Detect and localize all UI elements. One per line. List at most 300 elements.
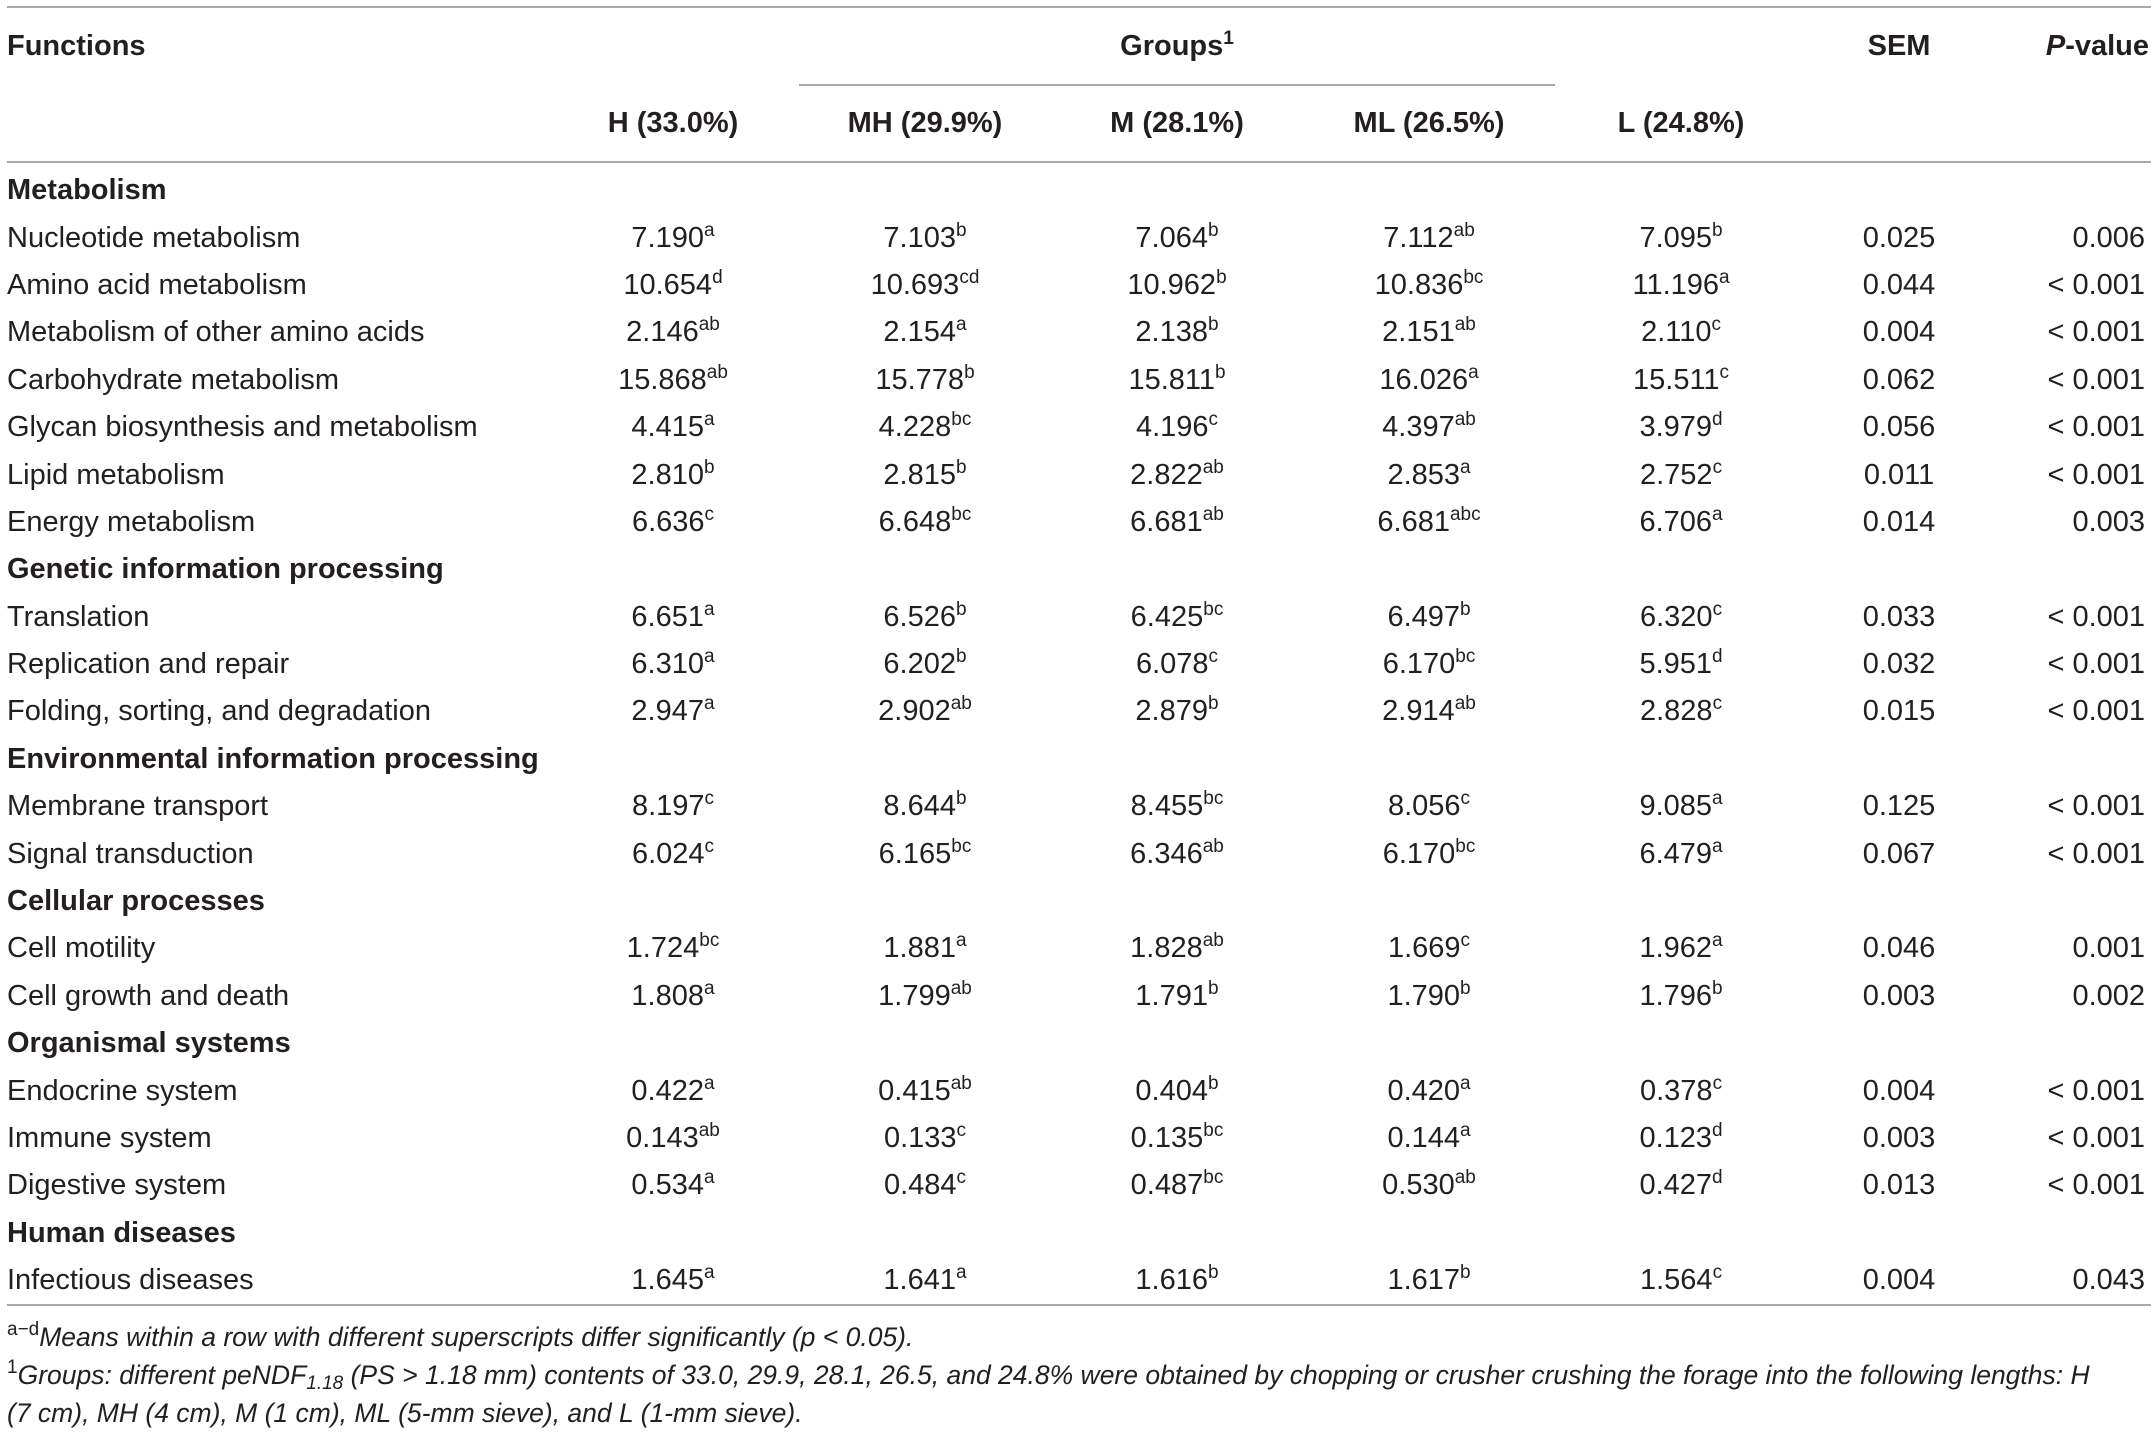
- value-cell-mh: [799, 641, 1051, 688]
- value-number: 2.947: [631, 695, 704, 728]
- value-cell-mh: [799, 309, 1051, 356]
- value-cell-ml: [1303, 262, 1555, 309]
- value-cell-h: [547, 404, 799, 451]
- value-cell-m: [1051, 783, 1303, 830]
- value-superscript: b: [956, 598, 967, 620]
- table-row: [7, 214, 2151, 261]
- value-number: 0.427: [1639, 1169, 1713, 1202]
- value-superscript: ab: [1454, 314, 1476, 336]
- value-number: 1.796: [1639, 979, 1713, 1012]
- table-row: [7, 404, 2151, 451]
- table-row: [7, 1257, 2151, 1305]
- table-row: [7, 594, 2151, 641]
- sem-cell: 0.003: [1862, 1122, 1936, 1154]
- value-cell-ml: [1303, 973, 1555, 1020]
- value-cell-h: [547, 1162, 799, 1209]
- function-label: Digestive system: [7, 1169, 227, 1202]
- sem-cell: 0.004: [1862, 1074, 1936, 1107]
- value-number: 6.202: [883, 648, 956, 681]
- value-cell-h: [547, 1067, 799, 1114]
- value-number: 7.095: [1639, 221, 1713, 254]
- value-superscript: b: [1216, 266, 1227, 288]
- group-header-mh: MH (29.9%): [799, 85, 1051, 162]
- value-superscript: d: [1712, 1120, 1723, 1141]
- value-superscript: bc: [699, 930, 720, 952]
- value-cell-mh: [799, 830, 1051, 877]
- value-cell-h: [547, 688, 799, 735]
- value-superscript: ab: [1202, 930, 1224, 952]
- value-superscript: b: [964, 361, 975, 383]
- value-cell-m: [1051, 1162, 1303, 1209]
- value-superscript: b: [1208, 314, 1219, 336]
- sem-cell: 0.004: [1862, 1264, 1936, 1297]
- value-cell-mh: [799, 783, 1051, 830]
- value-superscript: b: [956, 219, 967, 241]
- value-cell-h: [547, 1115, 799, 1162]
- value-cell-mh: [799, 404, 1051, 451]
- pvalue-cell: < 0.001: [2047, 316, 2146, 349]
- value-number: 10.654: [623, 268, 713, 301]
- value-number: 5.951: [1639, 648, 1713, 681]
- value-superscript: bc: [1463, 266, 1484, 288]
- pvalue-cell: < 0.001: [2047, 268, 2146, 301]
- pvalue-cell: 0.001: [2072, 932, 2146, 965]
- function-label: Translation: [7, 600, 150, 633]
- value-number: 1.564: [1639, 1264, 1713, 1297]
- value-cell-m: [1051, 925, 1303, 972]
- value-superscript: ab: [698, 314, 720, 336]
- sem-cell: 0.056: [1862, 411, 1936, 444]
- value-superscript: b: [1712, 219, 1723, 241]
- value-cell-l: [1555, 594, 1807, 641]
- sem-cell: 0.011: [1863, 458, 1935, 491]
- value-number: 2.822: [1130, 458, 1203, 491]
- value-cell-l: [1555, 783, 1807, 830]
- value-superscript: c: [1460, 788, 1471, 810]
- value-cell-mh: [799, 214, 1051, 261]
- value-superscript: a: [704, 598, 715, 620]
- value-number: 1.616: [1135, 1264, 1208, 1297]
- value-superscript: a: [704, 219, 715, 241]
- pvalue-cell: 0.002: [2072, 979, 2146, 1012]
- value-superscript: d: [1712, 1167, 1723, 1189]
- value-superscript: d: [1712, 646, 1723, 668]
- value-cell-mh: [799, 357, 1051, 404]
- value-cell-mh: [799, 1115, 1051, 1162]
- sem-cell: 0.033: [1862, 600, 1936, 633]
- value-superscript: a: [704, 409, 715, 431]
- group-header-l: L (24.8%): [1555, 85, 1807, 162]
- header-sem: SEM: [1807, 7, 1991, 85]
- function-label: Endocrine system: [7, 1074, 238, 1107]
- function-label: Folding, sorting, and degradation: [7, 695, 432, 728]
- table-row: [7, 262, 2151, 309]
- value-cell-l: [1555, 499, 1807, 546]
- value-cell-ml: [1303, 830, 1555, 877]
- value-cell-l: [1555, 688, 1807, 735]
- sem-cell: 0.062: [1862, 363, 1936, 396]
- value-number: 6.165: [878, 837, 952, 870]
- value-cell-m: [1051, 499, 1303, 546]
- value-superscript: b: [1208, 693, 1219, 715]
- value-cell-h: [547, 783, 799, 830]
- value-number: 6.681: [1130, 505, 1203, 538]
- value-superscript: bc: [951, 409, 972, 431]
- value-number: 8.644: [883, 790, 956, 823]
- value-superscript: bc: [1203, 598, 1224, 620]
- section-heading: Genetic information processing: [7, 553, 444, 586]
- value-number: 6.310: [631, 648, 704, 681]
- value-number: 2.810: [631, 458, 704, 491]
- footnote-groups-sub: 1.18: [306, 1373, 344, 1395]
- value-number: 2.752: [1639, 458, 1713, 491]
- value-superscript: c: [956, 1167, 967, 1189]
- value-superscript: b: [704, 456, 715, 478]
- sem-cell: 0.046: [1862, 932, 1936, 965]
- value-number: 0.415: [878, 1074, 951, 1107]
- value-superscript: b: [1208, 1262, 1219, 1284]
- value-cell-l: [1555, 925, 1807, 972]
- value-number: 1.641: [883, 1264, 956, 1297]
- value-superscript: bc: [1203, 1167, 1224, 1189]
- value-number: 2.815: [883, 458, 956, 491]
- value-superscript: ab: [950, 693, 972, 715]
- table-row: [7, 309, 2151, 356]
- value-cell-l: [1555, 973, 1807, 1020]
- value-superscript: a: [1712, 788, 1723, 810]
- value-number: 6.681: [1377, 505, 1450, 538]
- value-cell-h: [547, 973, 799, 1020]
- value-cell-h: [547, 451, 799, 498]
- footnote-significance-sup: a−d: [7, 1319, 40, 1341]
- value-superscript: ab: [1202, 503, 1224, 525]
- value-superscript: ab: [1202, 456, 1224, 478]
- value-superscript: ab: [1453, 219, 1475, 241]
- section-row: [7, 162, 2151, 214]
- value-cell-l: [1555, 1257, 1807, 1305]
- table-row: [7, 1115, 2151, 1162]
- table-row: [7, 830, 2151, 877]
- value-cell-mh: [799, 1257, 1051, 1305]
- value-superscript: c: [1712, 598, 1723, 620]
- header-groups-label: Groups: [1120, 29, 1224, 62]
- value-cell-m: [1051, 214, 1303, 261]
- function-label: Immune system: [7, 1122, 212, 1154]
- section-row: [7, 878, 2151, 925]
- function-label: Replication and repair: [7, 648, 290, 681]
- value-number: 6.706: [1639, 505, 1713, 538]
- value-cell-h: [547, 499, 799, 546]
- value-number: 8.197: [631, 790, 705, 823]
- group-header-ml: ML (26.5%): [1303, 85, 1555, 162]
- value-cell-m: [1051, 309, 1303, 356]
- value-cell-mh: [799, 688, 1051, 735]
- table-row: [7, 1162, 2151, 1209]
- function-label: Energy metabolism: [7, 505, 256, 538]
- value-cell-ml: [1303, 1162, 1555, 1209]
- sem-cell: 0.025: [1862, 221, 1936, 254]
- table-row: [7, 973, 2151, 1020]
- pvalue-cell: < 0.001: [2047, 1169, 2146, 1202]
- value-number: 6.636: [631, 505, 705, 538]
- section-row: [7, 546, 2151, 593]
- value-number: 11.196: [1632, 268, 1720, 301]
- function-label: Nucleotide metabolism: [7, 221, 301, 254]
- value-cell-h: [547, 1257, 799, 1305]
- section-row: [7, 736, 2151, 783]
- value-cell-m: [1051, 641, 1303, 688]
- value-cell-h: [547, 357, 799, 404]
- value-cell-l: [1555, 357, 1807, 404]
- value-cell-h: [547, 830, 799, 877]
- footnote-groups: [7, 1356, 2111, 1432]
- function-label: Membrane transport: [7, 790, 269, 823]
- value-number: 0.133: [883, 1122, 957, 1154]
- function-label: Carbohydrate metabolism: [7, 363, 340, 396]
- value-superscript: bc: [951, 503, 972, 525]
- value-cell-h: [547, 262, 799, 309]
- value-number: 2.110: [1641, 316, 1712, 349]
- value-number: 10.962: [1127, 268, 1217, 301]
- table-row: [7, 925, 2151, 972]
- function-label: Cell motility: [7, 932, 156, 965]
- value-number: 0.422: [631, 1074, 704, 1107]
- function-label: Signal transduction: [7, 837, 254, 870]
- footnote-significance-text: Means within a row with different superscripts differ significantly (p < 0.05).: [39, 1322, 914, 1353]
- value-number: 7.064: [1135, 221, 1208, 254]
- value-number: 0.123: [1639, 1122, 1713, 1154]
- value-superscript: c: [1460, 930, 1471, 952]
- value-number: 0.143: [626, 1122, 699, 1154]
- value-number: 6.425: [1130, 600, 1204, 633]
- value-cell-m: [1051, 357, 1303, 404]
- value-number: 9.085: [1639, 790, 1713, 823]
- value-cell-ml: [1303, 594, 1555, 641]
- value-cell-mh: [799, 499, 1051, 546]
- value-superscript: bc: [1455, 835, 1476, 857]
- table-header: [7, 7, 2151, 162]
- value-superscript: ab: [1454, 1167, 1476, 1189]
- value-superscript: a: [704, 1262, 715, 1284]
- value-superscript: b: [1460, 977, 1471, 999]
- pvalue-cell: 0.043: [2072, 1264, 2146, 1297]
- sem-cell: 0.003: [1862, 979, 1936, 1012]
- value-number: 2.151: [1382, 316, 1455, 349]
- value-cell-m: [1051, 973, 1303, 1020]
- value-cell-ml: [1303, 1067, 1555, 1114]
- value-number: 10.836: [1374, 268, 1464, 301]
- value-superscript: c: [704, 503, 715, 525]
- value-number: 0.378: [1639, 1074, 1713, 1107]
- value-superscript: ab: [1454, 409, 1476, 431]
- value-number: 2.853: [1387, 458, 1461, 491]
- value-cell-ml: [1303, 357, 1555, 404]
- function-label: Lipid metabolism: [7, 458, 225, 491]
- pvalue-cell: < 0.001: [2047, 837, 2146, 870]
- value-number: 15.868: [618, 363, 707, 396]
- value-cell-mh: [799, 262, 1051, 309]
- table-footnotes: [7, 1318, 2111, 1432]
- table-row: [7, 641, 2151, 688]
- value-cell-m: [1051, 1067, 1303, 1114]
- value-superscript: c: [1712, 693, 1723, 715]
- value-superscript: a: [1712, 503, 1723, 525]
- value-number: 3.979: [1639, 411, 1713, 444]
- value-superscript: b: [956, 788, 967, 810]
- value-number: 4.196: [1135, 411, 1209, 444]
- section-heading: Human diseases: [7, 1216, 236, 1249]
- header-blank-sem: [1807, 85, 1991, 162]
- value-number: 0.487: [1130, 1169, 1204, 1202]
- sem-cell: 0.013: [1862, 1169, 1936, 1202]
- function-label: Metabolism of other amino acids: [7, 316, 425, 349]
- footnote-groups-sup: 1: [7, 1357, 18, 1379]
- group-header-m: M (28.1%): [1051, 85, 1303, 162]
- table-row: [7, 357, 2151, 404]
- table-container: [7, 0, 2150, 1432]
- value-cell-m: [1051, 830, 1303, 877]
- value-number: 1.790: [1387, 979, 1461, 1012]
- value-cell-m: [1051, 1257, 1303, 1305]
- value-number: 6.024: [631, 837, 705, 870]
- value-cell-m: [1051, 1115, 1303, 1162]
- value-superscript: d: [712, 266, 723, 288]
- value-number: 4.397: [1382, 411, 1455, 444]
- value-cell-l: [1555, 1115, 1807, 1162]
- spacer-right: [1555, 7, 1807, 85]
- header-groups-sup: 1: [1223, 27, 1234, 49]
- value-cell-ml: [1303, 783, 1555, 830]
- value-superscript: a: [704, 1167, 715, 1189]
- value-superscript: d: [1712, 409, 1723, 431]
- value-cell-l: [1555, 451, 1807, 498]
- value-number: 6.320: [1639, 600, 1713, 633]
- function-label: Infectious diseases: [7, 1264, 254, 1297]
- value-number: 6.170: [1382, 837, 1456, 870]
- value-cell-mh: [799, 1067, 1051, 1114]
- value-number: 1.617: [1387, 1264, 1461, 1297]
- value-superscript: bc: [1203, 788, 1224, 810]
- section-heading: Organismal systems: [7, 1027, 291, 1060]
- value-superscript: c: [1208, 409, 1219, 431]
- value-number: 15.778: [875, 363, 965, 396]
- value-superscript: b: [1208, 219, 1219, 241]
- value-cell-ml: [1303, 1257, 1555, 1305]
- section-heading: Environmental information processing: [7, 742, 539, 775]
- header-groups: [799, 7, 1555, 85]
- sem-cell: 0.067: [1862, 837, 1936, 870]
- pvalue-cell: < 0.001: [2047, 458, 2146, 491]
- value-cell-m: [1051, 262, 1303, 309]
- header-pvalue-p: P: [2045, 30, 2066, 62]
- value-number: 1.808: [631, 979, 704, 1012]
- value-superscript: c: [1712, 1072, 1723, 1094]
- table-row: [7, 1067, 2151, 1114]
- value-number: 6.497: [1387, 600, 1461, 633]
- section-heading: Cellular processes: [7, 885, 265, 918]
- value-number: 0.404: [1135, 1074, 1208, 1107]
- value-number: 0.534: [631, 1169, 704, 1202]
- pvalue-cell: < 0.001: [2047, 790, 2146, 823]
- value-number: 6.078: [1135, 648, 1209, 681]
- value-cell-h: [547, 214, 799, 261]
- value-superscript: a: [1468, 361, 1479, 383]
- value-number: 2.154: [883, 316, 956, 349]
- value-number: 8.455: [1130, 790, 1204, 823]
- value-superscript: a: [1460, 1120, 1471, 1141]
- value-superscript: c: [1711, 314, 1721, 336]
- value-cell-h: [547, 925, 799, 972]
- value-number: 1.791: [1135, 979, 1208, 1012]
- value-superscript: bc: [1455, 646, 1476, 668]
- pvalue-cell: < 0.001: [2047, 648, 2146, 681]
- value-number: 8.056: [1387, 790, 1461, 823]
- value-superscript: bc: [951, 835, 972, 857]
- value-number: 2.828: [1639, 695, 1713, 728]
- value-superscript: b: [1460, 598, 1471, 620]
- spacer-left: [547, 7, 799, 85]
- value-cell-l: [1555, 309, 1807, 356]
- value-cell-l: [1555, 214, 1807, 261]
- value-cell-mh: [799, 594, 1051, 641]
- value-superscript: a: [704, 1072, 715, 1094]
- value-superscript: ab: [698, 1120, 720, 1141]
- value-superscript: cd: [959, 266, 980, 288]
- pvalue-cell: 0.006: [2072, 221, 2146, 254]
- value-cell-h: [547, 594, 799, 641]
- value-cell-l: [1555, 1067, 1807, 1114]
- value-cell-m: [1051, 451, 1303, 498]
- value-cell-ml: [1303, 641, 1555, 688]
- value-number: 4.415: [631, 411, 704, 444]
- value-cell-mh: [799, 925, 1051, 972]
- header-blank-p: [1991, 85, 2151, 162]
- value-superscript: a: [1719, 266, 1730, 288]
- value-number: 10.693: [870, 268, 960, 301]
- section-heading: Metabolism: [7, 174, 167, 207]
- value-number: 2.146: [626, 316, 699, 349]
- value-superscript: c: [1208, 646, 1219, 668]
- value-superscript: b: [1208, 1072, 1219, 1094]
- value-superscript: bc: [1203, 1120, 1224, 1141]
- value-cell-ml: [1303, 451, 1555, 498]
- value-superscript: a: [956, 1262, 967, 1284]
- value-number: 0.530: [1382, 1169, 1455, 1202]
- sem-cell: 0.032: [1862, 648, 1936, 681]
- value-superscript: b: [1460, 1262, 1471, 1284]
- functions-table: [7, 6, 2151, 1306]
- value-superscript: b: [956, 646, 967, 668]
- value-superscript: a: [1460, 1072, 1471, 1094]
- value-number: 2.138: [1135, 316, 1208, 349]
- value-number: 1.962: [1639, 932, 1713, 965]
- value-superscript: a: [956, 314, 967, 336]
- function-label: Amino acid metabolism: [7, 268, 307, 301]
- footnote-groups-text-a: Groups: different peNDF: [17, 1360, 307, 1391]
- footnote-groups-text-b: (PS > 1.18 mm) contents of 33.0, 29.9, 28.1, 26.5, and 24.8% were obtained by chopping or crusher crushing the forage into the following lengths: H (7 cm), MH (4 cm), M (1 cm), ML (5-mm sieve), and L (1-mm sieve).: [7, 1360, 2090, 1429]
- pvalue-cell: < 0.001: [2047, 1122, 2146, 1154]
- value-superscript: b: [956, 456, 967, 478]
- value-superscript: a: [1460, 456, 1471, 478]
- value-number: 1.799: [878, 979, 951, 1012]
- value-number: 6.479: [1639, 837, 1713, 870]
- value-cell-m: [1051, 688, 1303, 735]
- value-superscript: ab: [1202, 835, 1224, 857]
- value-number: 2.902: [878, 695, 951, 728]
- value-number: 6.648: [878, 505, 952, 538]
- section-row: [7, 1210, 2151, 1257]
- function-label: Cell growth and death: [7, 979, 290, 1012]
